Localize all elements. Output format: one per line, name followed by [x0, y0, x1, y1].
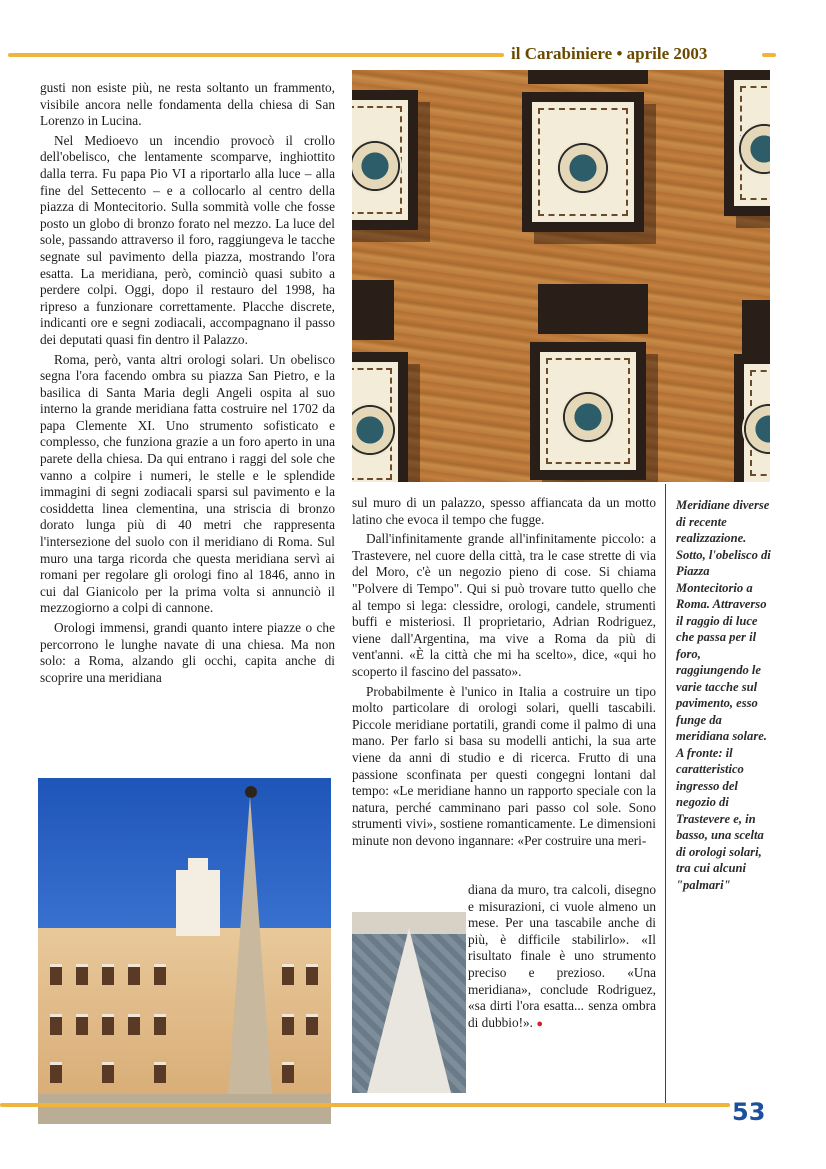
header-rule — [8, 53, 504, 57]
article-paragraph: Orologi immensi, grandi quanto intere piazze o che percorrono le lunghe navate di una chiesa. Ma non solo: a Roma, alzando gli occhi, capita anche di scoprire una meridiana — [40, 620, 335, 685]
footer-rule — [0, 1103, 730, 1107]
photo-meridian-pavement — [352, 912, 466, 1093]
column-divider — [665, 484, 666, 1104]
page-number: 53 — [732, 1098, 766, 1126]
article-paragraph: sul muro di un palazzo, spesso affiancata da un motto latino che evoca il tempo che fugge. — [352, 495, 656, 527]
end-mark: ● — [536, 1017, 543, 1030]
article-paragraph: diana da muro, tra calcoli, disegno e misurazioni, ci vuole almeno un mese. Per una tascabile anche di più, è difficile stabilirlo». «Il risultato finale è uno strumento preciso e prezioso. «Una meridiana», conclude Rodriguez, «sa dirti l'ora esatta... senza ombra di dubbio!». ● — [468, 882, 656, 1030]
header-rule-end — [762, 53, 776, 57]
magazine-masthead: il Carabiniere • aprile 2003 — [511, 44, 708, 63]
article-column-continuation — [468, 882, 656, 1035]
article-column-middle — [352, 495, 656, 852]
article-paragraph: gusti non esiste più, ne resta soltanto un frammento, visibile ancora nelle fondamenta della chiesa di San Lorenzo in Lucina. — [40, 80, 335, 129]
article-column-left — [40, 80, 335, 689]
article-paragraph: Roma, però, vanta altri orologi solari. Un obelisco segna l'ora facendo ombra su piazza San Pietro, e la basilica di Santa Maria degli Angeli ospita al suo interno la grande meridiana fatta costruire nel 1702 da papa Clemente XI. Uno strumento sofisticato e complesso, che funziona grazie a un foro aperto in una parete della chiesa. Da qui entrano i raggi del sole che vanno a colpire i numeri, le stelle e le splendide immagini di segni zodiacali sparsi sul pavimento e la cosiddetta linea clementina, una striscia di bronzo dorato lunga più di 40 metri che rappresenta l'intersezione del suolo con il meridiano di Roma. Sul muro una targa ricorda che questa meridiana servì ai romani per regolare gli orologi fino al 1846, anno in cui dal Gianicolo per la prima volta si annunciò il mezzogiorno a colpi di cannone. — [40, 351, 335, 616]
article-paragraph: Nel Medioevo un incendio provocò il crollo dell'obelisco, che lentamente scomparve, inghiottito dalla terra. Fu papa Pio VI a riportarlo alla luce – alla fine del Settecento – e a collocarlo al centro della piazza di Montecitorio. Sulla sommità volle che fosse posto un globo di bronzo forato nel mezzo. La luce del sole, passando attraverso il foro, raggiungeva le tacche segnate sul pavimento della piazza, mostrando l'ora esatta. La meridiana, però, cominciò quasi subito a perdere colpi. Oggi, dopo il restauro del 1998, ha ripreso a funzionare correttamente. Placche discrete, indicanti ore e segni zodiacali, accompagnano il passo dei deputati quasi fin dentro il Palazzo. — [40, 132, 335, 347]
photo-caption: Meridiane diverse di recente realizzazione. Sotto, l'obelisco di Piazza Montecitorio a Roma. Attraverso il raggio di luce che passa per il foro, raggiungendo le varie tacche sul pavimento, esso funge da meridiana solare. A fronte: il caratteristico ingresso del negozio di Trastevere e, in basso, una scelta di orologi solari, tra cui alcuni "palmari" — [676, 498, 771, 892]
sundial-image — [522, 92, 644, 232]
photo-montecitorio-obelisk — [38, 778, 331, 1124]
photo-sundials-on-wood — [352, 70, 770, 482]
article-paragraph: Probabilmente è l'unico in Italia a costruire un tipo molto particolare di orologi solari, quelli tascabili. Piccole meridiane portatili, grandi come il palmo di una mano. Per farlo si basa su modelli antichi, la sua arte viene da anni di studio e di ricerca. Frutto di una passione sconfinata per questi congegni lontani dal tempo: «Le meridiane hanno un rapporto speciale con la natura, perché camminano pari passo col sole. Sono strumenti vivi», sostiene romanticamente. Le dimensioni minute non devono ingannare: «Per costruire una meri- — [352, 683, 656, 848]
article-paragraph: Dall'infinitamente grande all'infinitamente piccolo: a Trastevere, nel cuore della città, tra le case strette di via del Moro, c'è un negozio pieno di cose. Si chiama "Polvere di Tempo". Qui si può trovare tutto quello che al tempo si lega: clessidre, orologi, candele, strumenti buffi e misteriosi. Il proprietario, Adrian Rodriguez, viene dall'Argentina, ma vive a Roma da più di vent'anni. «È la città che mi ha scelto», dice, «qui ho scoperto il fascino del passato». — [352, 531, 656, 679]
